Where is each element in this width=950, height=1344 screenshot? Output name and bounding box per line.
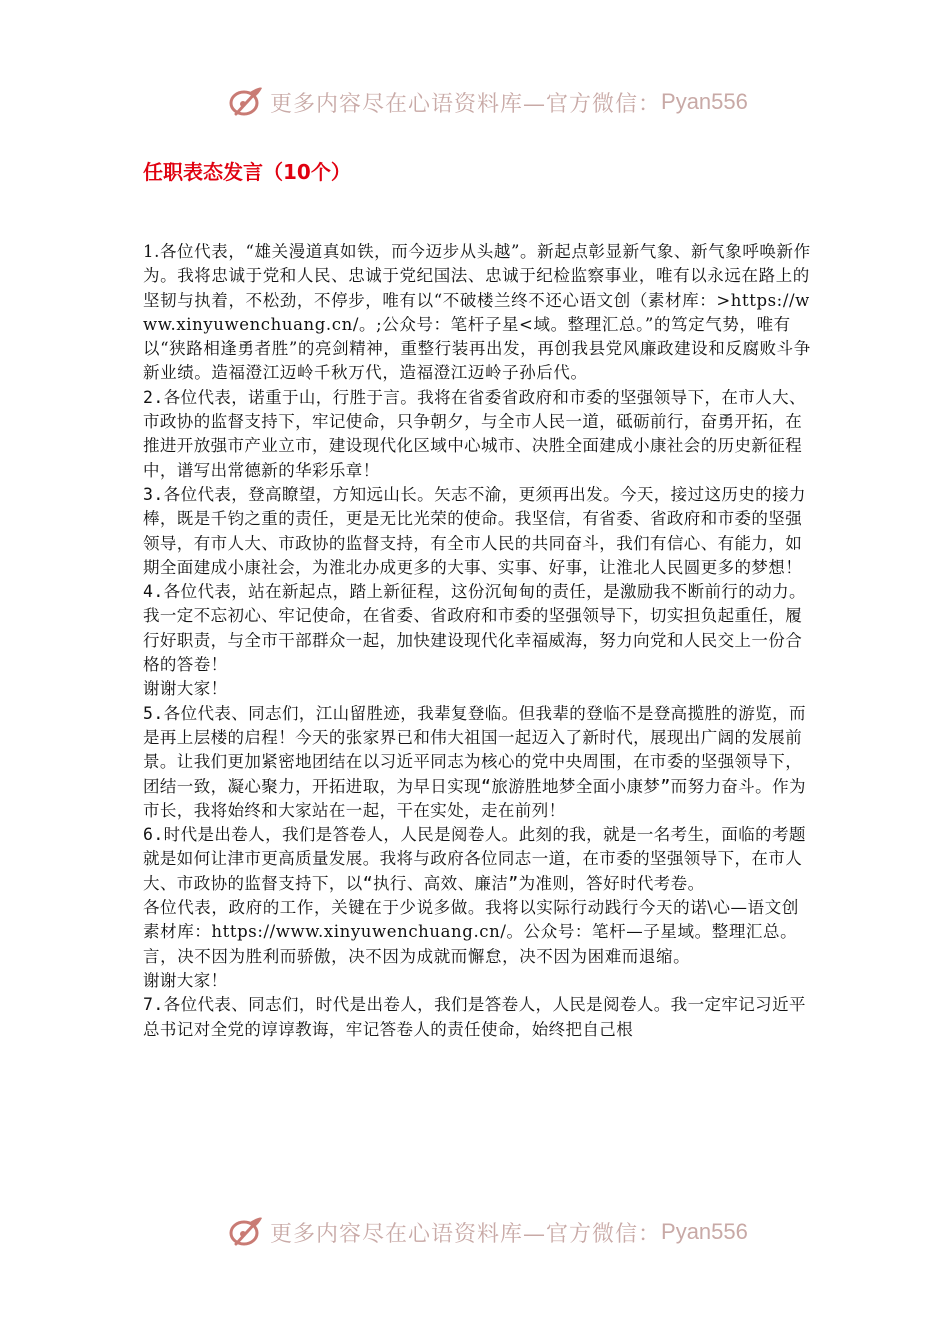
quill-logo-icon — [228, 84, 264, 120]
paragraph: 谢谢大家！ — [143, 970, 228, 990]
paragraph: 5.各位代表、同志们，江山留胜迹，我辈复登临。但我辈的登临不是登高揽胜的游览，而是再上层楼的启程！今天的张家界已和伟大祖国一起迈入了新时代，展现出广阔的发展前景。让我们更加紧密地团结在以习近平同志为核心的党中央周围，在市委的坚强领导下，团结一致，凝心聚力，开拓进取，为早日实现“旅游胜地梦全面小康梦”而努力奋斗。作为市长，我将始终和大家站在一起，干在实处，走在前列！ — [143, 703, 806, 820]
paragraph: 3.各位代表，登高瞭望，方知远山长。矢志不渝，更须再出发。今天，接过这历史的接力棒，既是千钧之重的责任，更是无比光荣的使命。我坚信，有省委、省政府和市委的坚强领导，有市人大、市政协的监督支持，有全市人民的共同奋斗，我们有信心、有能力，如期全面建成小康社会，为淮北办成更多的大事、实事、好事，让淮北人民圆更多的梦想！ — [143, 484, 806, 577]
watermark-text: 更多内容尽在心语资料库—官方微信： — [270, 1221, 662, 1247]
paragraph: 2.各位代表，诺重于山，行胜于言。我将在省委省政府和市委的坚强领导下，在市人大、市政协的监督支持下，牢记使命，只争朝夕，与全市人民一道，砥砺前行，奋勇开拓，在推进开放强市产业立市，建设现代化区域中心城市、决胜全面建成小康社会的历史新征程中，谱写出常德新的华彩乐章！ — [143, 387, 806, 480]
paragraph: 7.各位代表、同志们，时代是出卷人，我们是答卷人，人民是阅卷人。我一定牢记习近平总书记对全党的谆谆教诲，牢记答卷人的责任使命，始终把自己根 — [143, 995, 806, 1039]
paragraph: 谢谢大家！ — [143, 679, 228, 699]
watermark-banner-top — [228, 82, 748, 122]
paragraph: 6.时代是出卷人，我们是答卷人，人民是阅卷人。此刻的我，就是一名考生，面临的考题就是如何让津市更高质量发展。我将与政府各位同志一道，在市委的坚强领导下，在市人大、市政协的监督支持下，以“执行、高效、廉洁”为准则，答好时代考卷。 — [143, 825, 806, 893]
paragraph: 各位代表，政府的工作，关键在于少说多做。我将以实际行动践行今天的诺\心—语文创素材库：https://www.xinyuwenchuang.cn/。公众号：笔杆—子星域。整理汇总。言，决不因为胜利而骄傲，决不因为成就而懈怠，决不因为困难而退缩。 — [143, 898, 799, 966]
watermark-wechat-id: Pyan556 — [661, 1219, 748, 1244]
paragraph: 1.各位代表，“雄关漫道真如铁，而今迈步从头越”。新起点彰显新气象、新气象呼唤新作为。我将忠诚于党和人民、忠诚于党纪国法、忠诚于纪检监察事业，唯有以永远在路上的坚韧与执着，不松劲，不停步，唯有以“不破楼兰终不还心语文创（素材库：>https://www.xinyuwenchuang.cn/。;公众号：笔杆子星<域。整理汇总。”的笃定气势，唯有以“狭路相逢勇者胜”的亮剑精神，重整行装再出发，再创我县党风廉政建设和反腐败斗争新业绩。造福澄江迈岭千秋万代，造福澄江迈岭子孙后代。 — [143, 242, 811, 383]
watermark-wechat-id: Pyan556 — [661, 89, 748, 114]
quill-logo-icon — [228, 1214, 264, 1250]
watermark-text: 更多内容尽在心语资料库—官方微信： — [270, 91, 662, 117]
paragraph: 4.各位代表，站在新起点，踏上新征程，这份沉甸甸的责任，是激励我不断前行的动力。我一定不忘初心、牢记使命，在省委、省政府和市委的坚强领导下，切实担负起重任，履行好职责，与全市干部群众一起，加快建设现代化幸福威海，努力向党和人民交上一份合格的答卷！ — [143, 582, 806, 675]
watermark-banner-bottom — [228, 1212, 748, 1252]
page-title: 任职表态发言（10个） — [143, 160, 351, 184]
document-body — [143, 240, 815, 1042]
